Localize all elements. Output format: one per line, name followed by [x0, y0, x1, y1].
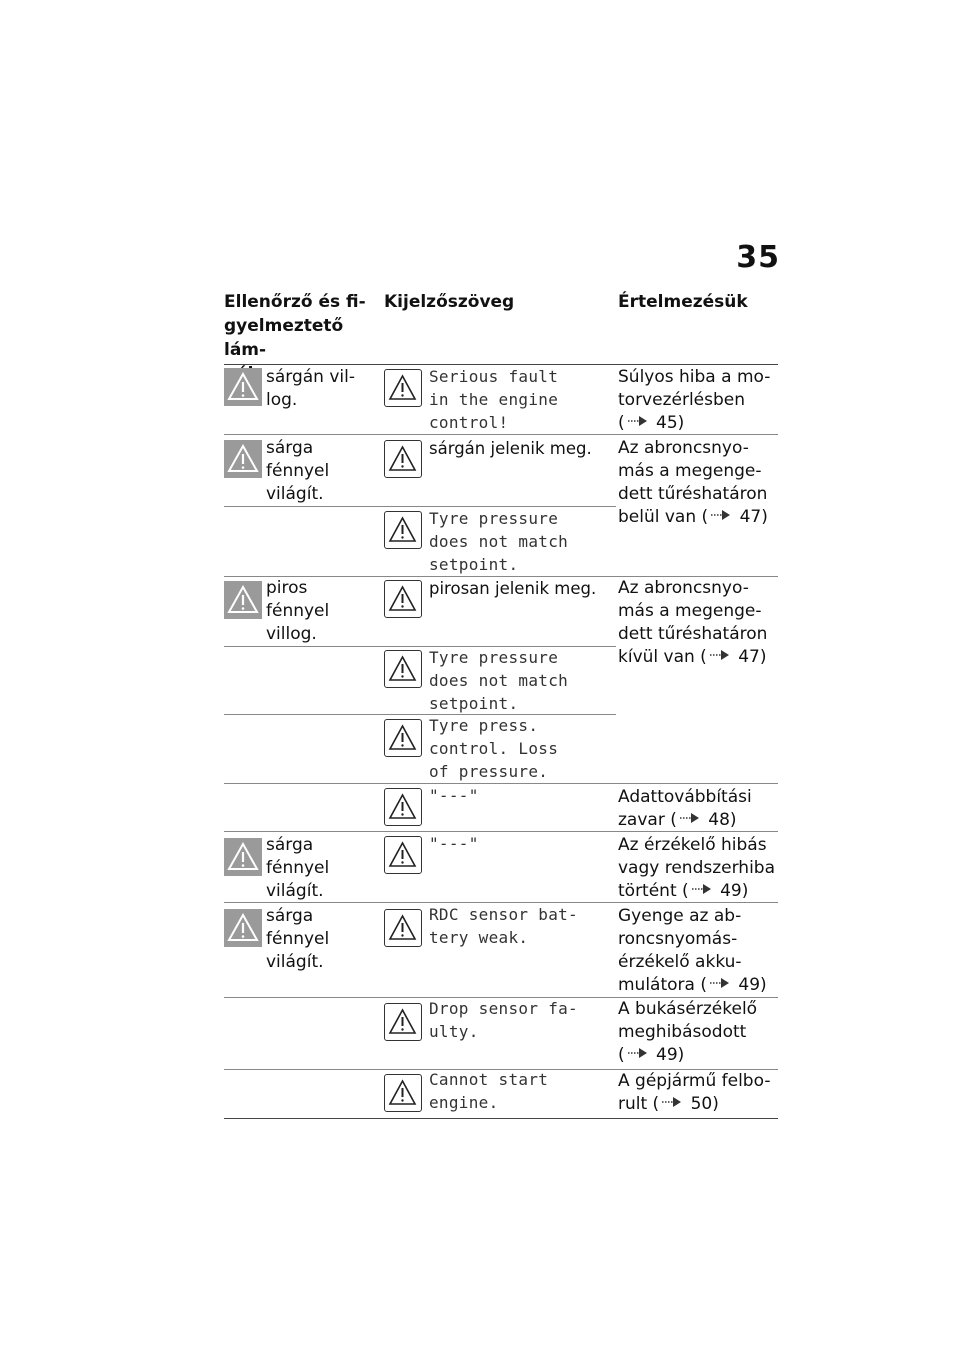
lamp-description: sárga fénnyel világít.	[266, 438, 330, 504]
warning-triangle-icon	[384, 788, 422, 826]
page-reference-arrow-icon	[625, 415, 651, 427]
meaning-text: A gépjármű felbo- rult ( 50)	[618, 1071, 771, 1114]
warning-triangle-icon	[224, 838, 262, 876]
warning-triangle-icon	[224, 368, 262, 406]
page-reference-arrow-icon	[708, 509, 734, 521]
meaning-text: Súlyos hiba a mo- torvezérlésben ( 45)	[618, 367, 771, 433]
page-reference-arrow-icon	[659, 1096, 685, 1108]
page-reference-arrow-icon	[677, 812, 703, 824]
page-reference: 47)	[739, 507, 768, 527]
display-message: Cannot start engine.	[429, 1070, 549, 1112]
warning-triangle-icon	[224, 909, 262, 947]
lamp-description: sárgán vil- log.	[266, 367, 355, 410]
warning-triangle-icon	[384, 369, 422, 407]
display-message: pirosan jelenik meg.	[429, 579, 597, 598]
page-reference: 50)	[690, 1094, 719, 1114]
page-reference: 48)	[708, 810, 737, 830]
page-number: 35	[736, 240, 780, 275]
page-reference-arrow-icon	[707, 649, 733, 661]
warning-triangle-icon	[384, 1074, 422, 1112]
page-reference: 49)	[656, 1045, 685, 1065]
meaning-text: Az abroncsnyo- más a megenge- dett tűréshatáron kívül van ( 47)	[618, 578, 768, 667]
warning-triangle-icon	[384, 1003, 422, 1041]
header-lamps: Ellenőrző és fi- gyelmeztető lám-	[224, 292, 366, 360]
warning-triangle-icon	[224, 440, 262, 478]
display-message: "---"	[429, 834, 479, 853]
meaning-text: Az abroncsnyo- más a megenge- dett tűréshatáron belül van ( 47)	[618, 438, 768, 527]
display-message: Serious fault in the engine control!	[429, 367, 559, 432]
page-reference-arrow-icon	[707, 977, 733, 989]
meaning-text: Gyenge az ab- roncsnyomás- érzékelő akku- mulátora ( 49)	[618, 906, 767, 995]
warning-triangle-icon	[224, 581, 262, 619]
display-message: Drop sensor fa- ulty.	[429, 999, 578, 1041]
display-message: sárgán jelenik meg.	[429, 439, 592, 458]
header-display-text: Kijelzőszöveg	[384, 292, 515, 312]
meaning-text: Adattovábbítási zavar ( 48)	[618, 787, 752, 830]
page-reference-arrow-icon	[625, 1047, 651, 1059]
lamp-description: sárga fénnyel világít.	[266, 835, 330, 901]
meaning-text: Az érzékelő hibás vagy rendszerhiba történt ( 49)	[618, 835, 776, 901]
meaning-text: A bukásérzékelő meghibásodott ( 49)	[618, 999, 758, 1065]
warning-triangle-icon	[384, 440, 422, 478]
display-message: RDC sensor bat- tery weak.	[429, 905, 578, 947]
warning-triangle-icon	[384, 580, 422, 618]
warning-triangle-icon	[384, 909, 422, 947]
lamp-description: sárga fénnyel világít.	[266, 906, 330, 972]
table-bottom-rule	[224, 1118, 778, 1119]
page-reference: 47)	[738, 647, 767, 667]
display-message: Tyre pressure does not match setpoint.	[429, 648, 569, 713]
warning-triangle-icon	[384, 719, 422, 757]
warning-triangle-icon	[384, 836, 422, 874]
page-reference: 45)	[656, 413, 685, 433]
warning-triangle-icon	[384, 650, 422, 688]
warning-triangle-icon	[384, 511, 422, 549]
lamp-description: piros fénnyel villog.	[266, 578, 330, 644]
header-meaning: Értelmezésük	[618, 292, 748, 312]
display-message: Tyre pressure does not match setpoint.	[429, 509, 569, 574]
display-message: "---"	[429, 786, 479, 805]
page-reference-arrow-icon	[689, 883, 715, 895]
display-message: Tyre press. control. Loss of pressure.	[429, 716, 559, 781]
page-reference: 49)	[720, 881, 749, 901]
page-reference: 49)	[738, 975, 767, 995]
